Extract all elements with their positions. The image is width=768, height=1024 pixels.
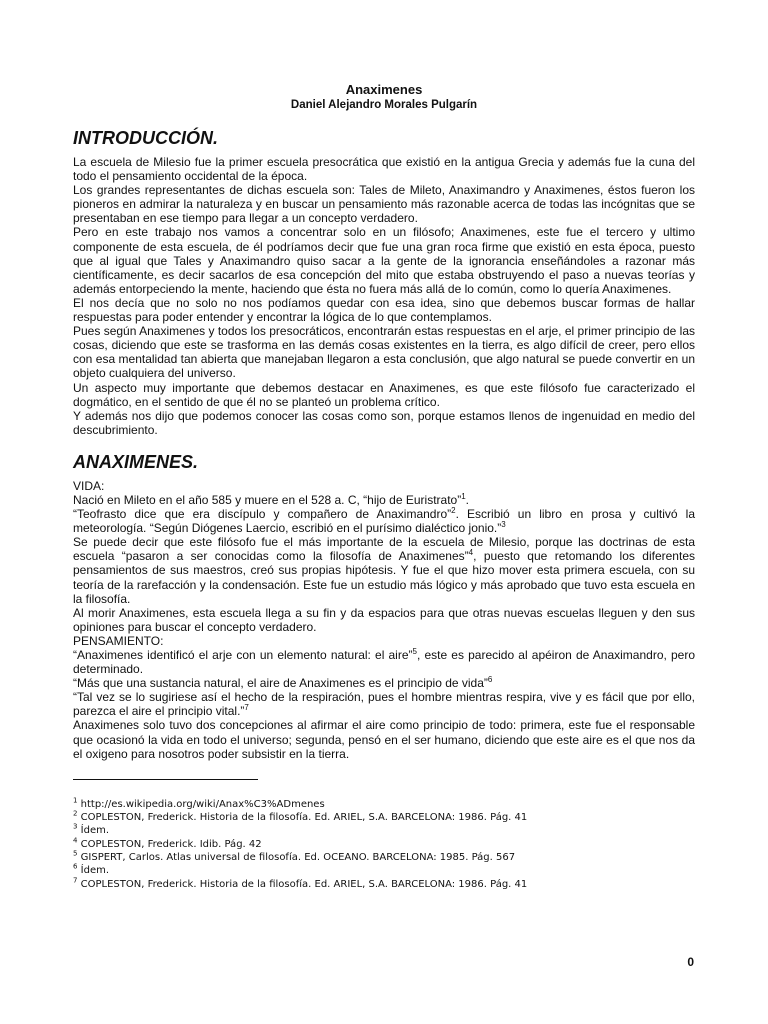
paragraph-text: Nació en Mileto en el año 585 y muere en el 528 a. C, “hijo de Euristrato” <box>73 492 462 507</box>
footnote <box>73 838 695 851</box>
pensamiento-paragraph <box>73 676 695 690</box>
footnote-ref[interactable]: 1 <box>461 491 466 501</box>
intro-body <box>73 155 695 437</box>
intro-paragraph: Pues según Anaximenes y todos los presocráticos, encontrarán estas respuestas en el arje, el primer principio de las cosas, diciendo que este se trasforma en las demás cosas existentes en la tierra, es algo difícil de creer, pero ellos con esa mentalidad tan abierta que manejaban llegaron a esta conclusión, que algo natural se puede convertir en un objeto cualquiera del universo. <box>73 324 695 381</box>
section-heading-anaximenes: ANAXIMENES. <box>73 451 199 472</box>
paragraph-text: , puesto que retomando los diferentes pensamientos de sus maestros, creó sus propias hipótesis. Y fue el que hizo mover esta primera escuela, con su teoría de la rarefacción y la condensación. Este fue un estudio más lógico y más aprobado que tuvo esta escuela en la filosofía. <box>73 549 695 606</box>
footnote <box>73 878 695 891</box>
page-number: 0 <box>687 955 694 969</box>
intro-paragraph: Pero en este trabajo nos vamos a concentrar solo en un filósofo; Anaximenes, este fue el tercero y ultimo componente de esta escuela, de él podríamos decir que fue una gran roca firme que existió en esta época, puesto que al igual que Tales y Anaximandro quiso sacar a la gente de la ignorancia enseñándoles a razonar más científicamente, es decir sacarlos de esa concepción del mito que estaba obstruyendo el paso a nuevas teorías y además entorpeciendo la mente, haciendo que ésta no fuera más allá de lo común, como lo quería Anaximenes. <box>73 225 695 296</box>
document-author: Daniel Alejandro Morales Pulgarín <box>290 99 478 111</box>
intro-paragraph: El nos decía que no solo no nos podíamos quedar con esa idea, sino que debemos buscar formas de hallar respuestas para poder entender y encontrar la lógica de lo que contemplamos. <box>73 295 695 325</box>
footnotes <box>73 798 695 891</box>
footnote-text: Ídem. <box>80 865 110 877</box>
document-page <box>73 82 695 891</box>
footnote <box>73 811 695 824</box>
vida-paragraph <box>73 507 695 535</box>
anaximenes-body <box>73 479 695 761</box>
footnote-number: 6 <box>73 862 78 871</box>
intro-paragraph: Un aspecto muy importante que debemos destacar en Anaximenes, es que este filósofo fue caracterizado el dogmático, en el sentido de que él no se planteó un problema crítico. <box>73 380 695 409</box>
footnote-text: COPLESTON, Frederick. Historia de la filosofía. Ed. ARIEL, S.A. BARCELONA: 1986. Pág. 41 <box>80 812 528 824</box>
footnote-link[interactable]: http://es.wikipedia.org/wiki/Anax%C3%ADmenes <box>80 798 325 810</box>
vida-label: VIDA: <box>73 478 105 493</box>
footnote-number: 2 <box>73 809 78 818</box>
vida-paragraph: Al morir Anaximenes, esta escuela llega a su fin y da espacios para que otras nuevas escuelas lleguen y den sus opiniones para buscar el concepto verdadero. <box>73 605 695 634</box>
section-spacer <box>73 437 695 451</box>
pensamiento-paragraph <box>73 648 695 676</box>
footnote-number: 1 <box>73 796 78 805</box>
footnote-ref[interactable]: 5 <box>412 647 417 656</box>
footnote <box>73 864 695 877</box>
vida-paragraph <box>73 535 695 605</box>
pensamiento-paragraph <box>73 690 695 718</box>
footnote-text: Ídem. <box>80 825 110 837</box>
footnote-number: 7 <box>73 876 78 885</box>
footnote-ref[interactable]: 4 <box>468 548 474 558</box>
footnote-text: GISPERT, Carlos. Atlas universal de filosofía. Ed. OCEANO. BARCELONA: 1985. Pág. 567 <box>80 851 516 863</box>
intro-paragraph: Y además nos dijo que podemos conocer las cosas como son, porque estamos llenos de ingenuidad en medio del descubrimiento. <box>73 408 695 437</box>
footnote <box>73 824 695 837</box>
document-title: Anaximenes <box>345 82 423 97</box>
footnote-number: 5 <box>73 849 78 858</box>
footnote <box>73 798 695 811</box>
section-heading-introduccion: INTRODUCCIÓN. <box>73 128 218 148</box>
paragraph-text: , este es parecido al apéiron de Anaximandro, pero determinado. <box>73 648 695 677</box>
pensamiento-label: PENSAMIENTO: <box>73 633 164 648</box>
paragraph-text: “Más que una sustancia natural, el aire de Anaximenes es el principio de vida” <box>73 676 488 691</box>
footnote-ref[interactable]: 2 <box>451 506 456 516</box>
footnote-number: 4 <box>73 836 78 845</box>
paragraph-text: Se puede decir que este filósofo fue el más importante de la escuela de Milesio, porque las doctrinas de esta escuela “pasaron a ser conocidas como la filosofía de Anaximenes” <box>73 535 695 564</box>
footnote-text: COPLESTON, Frederick. Historia de la filosofía. Ed. ARIEL, S.A. BARCELONA: 1986. Pág. 41 <box>80 878 528 890</box>
intro-paragraph: La escuela de Milesio fue la primer escuela presocrática que existió en la antigua Grecia y además fue la cuna del todo el pensamiento occidental de la época. <box>73 155 695 184</box>
footnote-text: COPLESTON, Frederick. Idib. Pág. 42 <box>80 838 262 850</box>
footnote-number: 3 <box>73 823 78 832</box>
footnote-separator <box>73 779 258 780</box>
vida-paragraph <box>73 493 695 507</box>
footnote-ref[interactable]: 7 <box>244 703 249 713</box>
footnote-ref[interactable]: 6 <box>487 675 493 685</box>
footnote-ref[interactable]: 3 <box>501 520 506 530</box>
paragraph-text: . Escribió un libro en prosa y cultivó la meteorología. “Según Diógenes Laercio, escribió en el purísimo dialéctico jonio.” <box>73 507 695 536</box>
paragraph-text: “Anaximenes identificó el arje con un elemento natural: el aire” <box>73 648 413 662</box>
pensamiento-paragraph: Anaximenes solo tuvo dos concepciones al afirmar el aire como principio de todo: primera, este fue el responsable que ocasionó la vida en todo el universo; segunda, pensó en el ser humano, diciendo que este aire es el que nos da el oxigeno para nosotros poder subsistir en la tierra. <box>73 718 695 761</box>
intro-paragraph: Los grandes representantes de dichas escuela son: Tales de Mileto, Anaximandro y Anaximenes, éstos fueron los pioneros en admirar la naturaleza y en buscar un pensamiento más razonable acerca de todas las incógnitas que se presentaban en ese tiempo para llegar a un concepto verdadero. <box>73 183 695 226</box>
footnote <box>73 851 695 864</box>
paragraph-text: “Tal vez se lo sugiriese así el hecho de la respiración, pues el hombre mientras respira, vive y es fácil que por ello, parezca el aire el principio vital.” <box>73 690 695 719</box>
paragraph-text: . <box>465 492 470 507</box>
paragraph-text: “Teofrasto dice que era discípulo y compañero de Anaximandro” <box>73 507 452 522</box>
